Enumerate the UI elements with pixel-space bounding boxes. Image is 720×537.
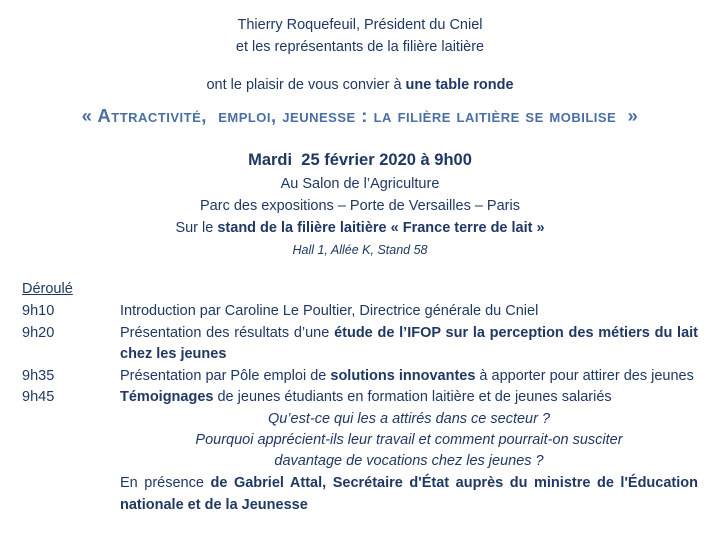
host-name-line: Thierry Roquefeuil, Président du Cniel <box>237 17 483 33</box>
schedule-row-9h20 <box>22 323 698 366</box>
schedule-time: 9h10 <box>22 303 55 319</box>
event-venue: Au Salon de l’Agriculture <box>280 176 440 192</box>
schedule-row-9h35 <box>22 366 698 388</box>
schedule-desc: Introduction par Caroline Le Poultier, Directrice générale du Cniel <box>120 303 539 319</box>
question-line: davantage de vocations chez les jeunes ? <box>274 452 544 469</box>
schedule-desc: Présentation des résultats d’une étude de l’IFOP sur la perception des métiers du lait chez les jeunes <box>120 324 699 362</box>
schedule-desc: Témoignages de jeunes étudiants en formation laitière et de jeunes salariés <box>120 389 612 405</box>
host-group-line: et les représentants de la filière laitière <box>235 39 485 55</box>
event-hall-detail: Hall 1, Allée K, Stand 58 <box>292 243 428 257</box>
event-date: Mardi 25 février 2020 à 9h00 <box>248 151 472 169</box>
schedule-row-9h10 <box>22 301 698 323</box>
schedule-heading: Déroulé <box>22 281 73 297</box>
schedule-desc: Présentation par Pôle emploi de solutions innovantes à apporter pour attirer des jeunes <box>120 367 694 384</box>
schedule-row-9h45 <box>22 387 698 409</box>
page-title: « Attractivité, emploi, jeunesse : la filière laitière se mobilise » <box>81 105 639 126</box>
schedule-time: 9h35 <box>22 367 55 384</box>
invite-line: ont le plaisir de vous convier à une table ronde <box>206 77 514 93</box>
question-line: Qu’est-ce qui les a attirés dans ce secteur ? <box>267 410 551 427</box>
event-address: Parc des expositions – Porte de Versailles – Paris <box>200 198 520 214</box>
closing-line: En présence de Gabriel Attal, Secrétaire d'État auprès du ministre de l'Éducation nationale et de la Jeunesse <box>120 474 698 513</box>
questions-block <box>120 409 698 472</box>
schedule-time: 9h45 <box>22 389 55 405</box>
schedule-time: 9h20 <box>22 324 55 341</box>
question-line: Pourquoi apprécient-ils leur travail et comment pourrait-on susciter <box>195 431 623 448</box>
event-stand-line: Sur le stand de la filière laitière « France terre de lait » <box>175 220 545 236</box>
